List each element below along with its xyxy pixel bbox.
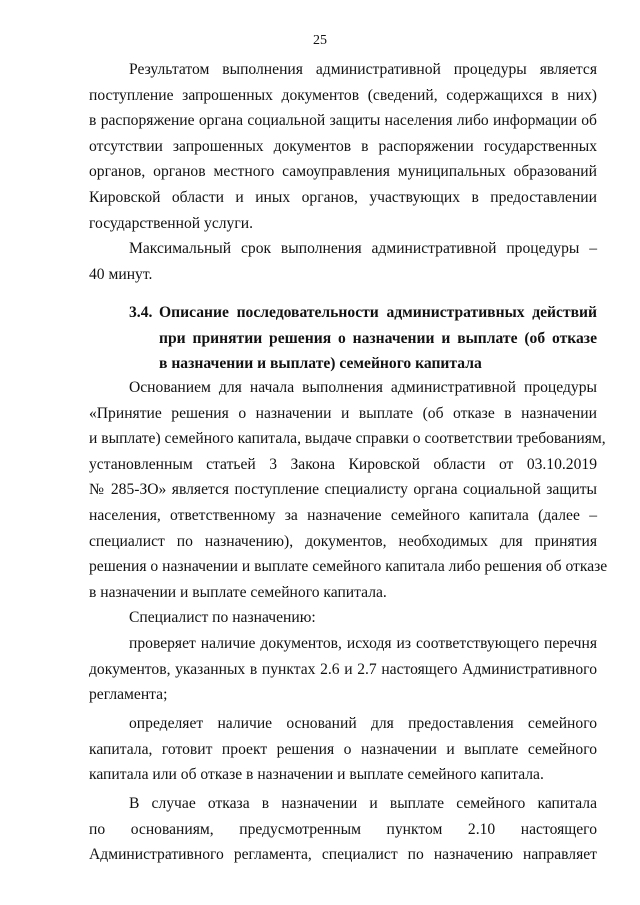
text-line: поступление запрошенных документов (сведений, содержащихся в них) bbox=[89, 86, 597, 104]
heading-text: Описание последовательности административных действий bbox=[159, 304, 597, 321]
section-heading bbox=[89, 300, 597, 377]
text-line: «Принятие решения о назначении и выплате (об отказе в назначении bbox=[89, 404, 597, 422]
paragraph-determines bbox=[89, 711, 597, 788]
paragraph-refusal bbox=[89, 791, 597, 868]
text-line: Административного регламента, специалист по назначению направляет bbox=[89, 846, 597, 864]
text-line: Основанием для начала выполнения административной процедуры bbox=[129, 379, 597, 396]
text-line: и выплате) семейного капитала, выдаче справки о соответствии требованиям, bbox=[89, 430, 606, 448]
paragraph-basis bbox=[89, 375, 608, 605]
text-line: определяет наличие оснований для предоставления семейного bbox=[129, 715, 597, 732]
text-line: отсутствии запрошенных документов в распоряжении государственных bbox=[89, 137, 597, 155]
text-line: специалист по назначению), документов, необходимых для принятия bbox=[89, 532, 597, 550]
text-line: в распоряжение органа социальной защиты населения либо информации об bbox=[89, 112, 597, 130]
text-line: решения о назначении и выплате семейного капитала либо решения об отказе bbox=[89, 558, 608, 576]
heading-line: в назначении и выплате) семейного капитала bbox=[159, 355, 482, 373]
text-line: государственной услуги. bbox=[89, 214, 253, 232]
text-line: регламента; bbox=[89, 686, 168, 704]
page-number: 25 bbox=[313, 33, 327, 48]
paragraph-specialist bbox=[89, 605, 597, 631]
text-line: 40 минут. bbox=[89, 265, 153, 283]
text-line: проверяет наличие документов, исходя из соответствующего перечня bbox=[129, 635, 597, 652]
text-line: капитала, готовит проект решения о назначении и выплате семейного bbox=[89, 740, 597, 758]
text-line: населения, ответственному за назначение семейного капитала (далее – bbox=[89, 506, 597, 524]
text-line: документов, указанных в пунктах 2.6 и 2.7 настоящего Административного bbox=[89, 660, 597, 678]
text-line: Кировской области и иных органов, участвующих в предоставлении bbox=[89, 188, 597, 206]
text-line: Максимальный срок выполнения административной процедуры – bbox=[129, 240, 597, 257]
heading-line: при принятии решения о назначении и выплате (об отказе bbox=[159, 329, 597, 347]
paragraph-max-time bbox=[89, 236, 597, 287]
text-line: капитала или об отказе в назначении и выплате семейного капитала. bbox=[89, 766, 544, 784]
paragraph-result bbox=[89, 57, 597, 236]
section-number: 3.4. bbox=[129, 304, 153, 321]
heading-line bbox=[89, 300, 597, 326]
text-line: В случае отказа в назначении и выплате семейного капитала bbox=[129, 795, 597, 812]
text-line: Результатом выполнения административной процедуры является bbox=[129, 61, 597, 78]
text-line: по основаниям, предусмотренным пунктом 2.10 настоящего bbox=[89, 820, 597, 838]
text-line: Специалист по назначению: bbox=[129, 609, 316, 626]
paragraph-checks bbox=[89, 631, 597, 708]
text-line: установленным статьей 3 Закона Кировской области от 03.10.2019 bbox=[89, 455, 597, 473]
text-line: органов, органов местного самоуправления муниципальных образований bbox=[89, 163, 597, 181]
text-line: № 285-ЗО» является поступление специалисту органа социальной защиты bbox=[89, 481, 597, 499]
text-line: в назначении и выплате семейного капитала. bbox=[89, 583, 387, 601]
